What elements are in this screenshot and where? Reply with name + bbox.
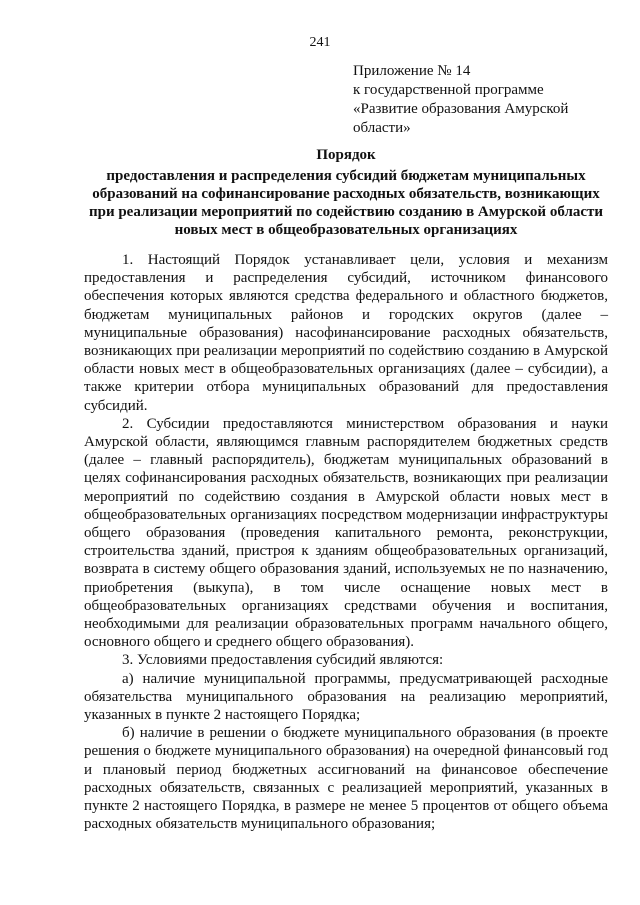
paragraph-3: 3. Условиями предоставления субсидий являются:	[122, 652, 444, 669]
appendix-line: Приложение № 14	[353, 63, 471, 79]
appendix-line: «Развитие образования Амурской	[353, 101, 569, 117]
paragraph-1: 1. Настоящий Порядок устанавливает цели, условия и механизм предоставления и распределения субсидий, источником финансового обеспечения которых являются средства федерального и областного бюджетов, бюджетам муниципальных районов и городских округов (далее – муниципальные образования) насофинансирование расходных обязательств, возникающих при реализации мероприятий по содействию созданию в Амурской области новых мест в общеобразовательных организациях (далее – субсидии), а также критерии отбора муниципальных образований для предоставления субсидий.	[84, 252, 608, 414]
paragraph-2: 2. Субсидии предоставляются министерством образования и науки Амурской области, являющимся главным распорядителем бюджетных средств (далее – главный распорядитель), бюджетам муниципальных образований в целях софинансирования расходных обязательств, возникающих при реализации мероприятий по содействию создания в Амурской области новых мест в общеобразовательных организациях посредством модернизации инфраструктуры общего образования (проведения капитального ремонта, реконструкции, строительства зданий, пристроя к зданиям общеобразовательных организаций, возврата в систему общего образования зданий, используемых не по назначению, приобретения (выкупа), в том числе оснащение новых мест в общеобразовательных организациях средствами обучения и воспитания, необходимыми для реализации образовательных программ начального общего, основного общего и среднего общего образования).	[84, 415, 608, 651]
paragraph-3a: а) наличие муниципальной программы, предусматривающей расходные обязательства муниципального образования на реализацию мероприятий, указанных в пункте 2 настоящего Порядка;	[84, 670, 608, 724]
paragraph-3b: б) наличие в решении о бюджете муниципального образования (в проекте решения о бюджете муниципального образования) на очередной финансовый год и плановый период бюджетных ассигнований на финансовое обеспечение расходных обязательств, связанных с реализацией мероприятий, указанных в пункте 2 настоящего Порядка, в размере не менее 5 процентов от общего объема расходных обязательств муниципального образования;	[84, 725, 608, 833]
title-heading: Порядок	[316, 147, 376, 163]
appendix-line: к государственной программе	[353, 82, 544, 98]
appendix-line: области»	[353, 120, 411, 136]
document-title	[82, 146, 610, 239]
page-number: 241	[309, 35, 331, 50]
appendix-reference	[353, 62, 593, 138]
document-body	[84, 251, 608, 834]
title-subtitle: предоставления и распределения субсидий бюджетам муниципальных образований на софинансирование расходных обязательств, возникающих при реализации мероприятий по содействию созданию в Амурской области новых мест в общеобразовательных организациях	[88, 168, 604, 238]
